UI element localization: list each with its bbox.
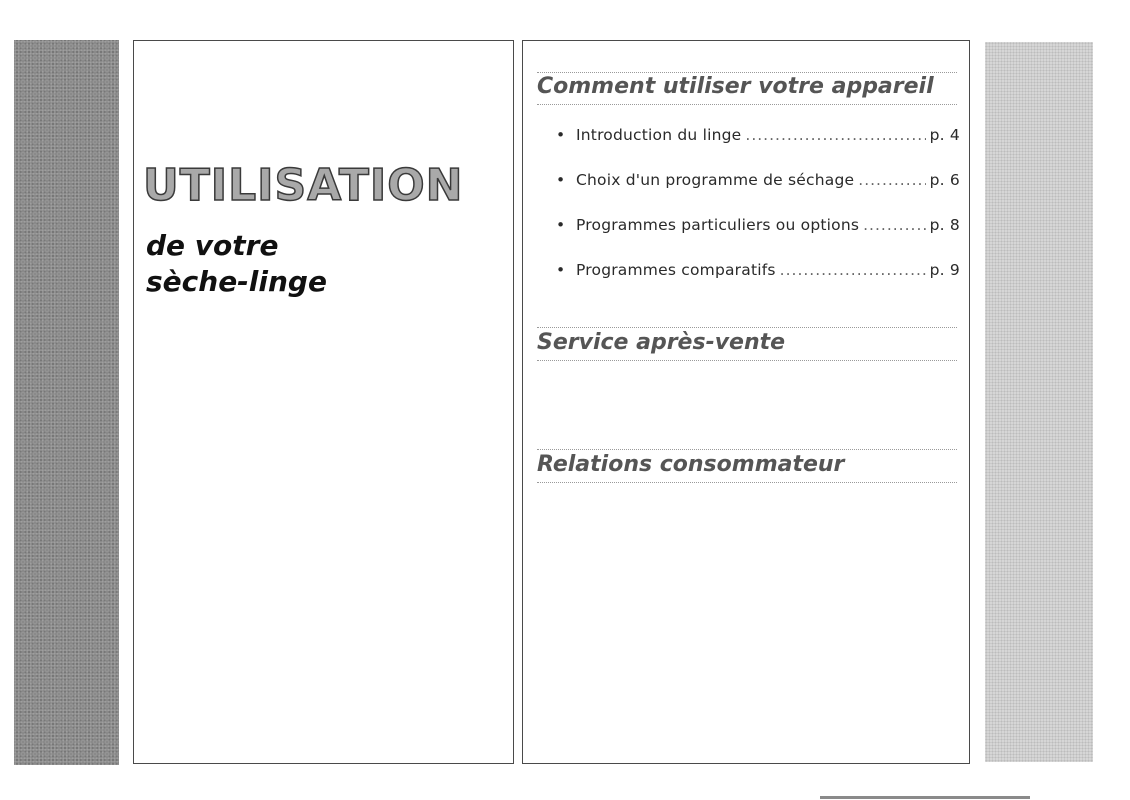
page-title: UTILISATION: [143, 160, 464, 211]
bullet-icon: •: [556, 261, 566, 279]
section-heading-usage: Comment utiliser votre appareil: [537, 74, 934, 99]
section-2-bottom-rule: [537, 360, 957, 361]
subtitle-line-2: sèche-linge: [146, 265, 327, 298]
toc-item-label: Choix d'un programme de séchage: [576, 171, 855, 189]
section-1-top-rule: [537, 72, 957, 73]
section-heading-after-sales: Service après-vente: [537, 330, 786, 355]
scan-artifact-bar: [820, 796, 1030, 799]
toc-item[interactable]: [556, 171, 960, 216]
toc-item-label: Introduction du linge: [576, 126, 742, 144]
section-3-top-rule: [537, 449, 957, 450]
table-of-contents: [556, 126, 960, 306]
toc-item[interactable]: [556, 126, 960, 171]
toc-item-page: p. 6: [929, 171, 960, 189]
toc-item[interactable]: [556, 216, 960, 261]
toc-item-label: Programmes particuliers ou options: [576, 216, 860, 234]
page-subtitle: [146, 228, 327, 300]
section-heading-consumer-relations: Relations consommateur: [537, 452, 845, 477]
dot-leader: [780, 261, 926, 279]
subtitle-line-1: de votre: [146, 229, 279, 262]
bullet-icon: •: [556, 216, 566, 234]
toc-item-page: p. 8: [929, 216, 960, 234]
toc-item[interactable]: [556, 261, 960, 306]
bullet-icon: •: [556, 126, 566, 144]
section-2-top-rule: [537, 327, 957, 328]
toc-item-label: Programmes comparatifs: [576, 261, 776, 279]
right-gray-margin-strip: [985, 42, 1093, 762]
dot-leader: [863, 216, 926, 234]
left-gray-margin-strip: [14, 40, 119, 765]
section-3-bottom-rule: [537, 482, 957, 483]
dot-leader: [745, 126, 925, 144]
toc-item-page: p. 4: [929, 126, 960, 144]
toc-item-page: p. 9: [929, 261, 960, 279]
bullet-icon: •: [556, 171, 566, 189]
left-page-panel: [133, 40, 514, 764]
section-1-bottom-rule: [537, 104, 957, 105]
dot-leader: [858, 171, 925, 189]
